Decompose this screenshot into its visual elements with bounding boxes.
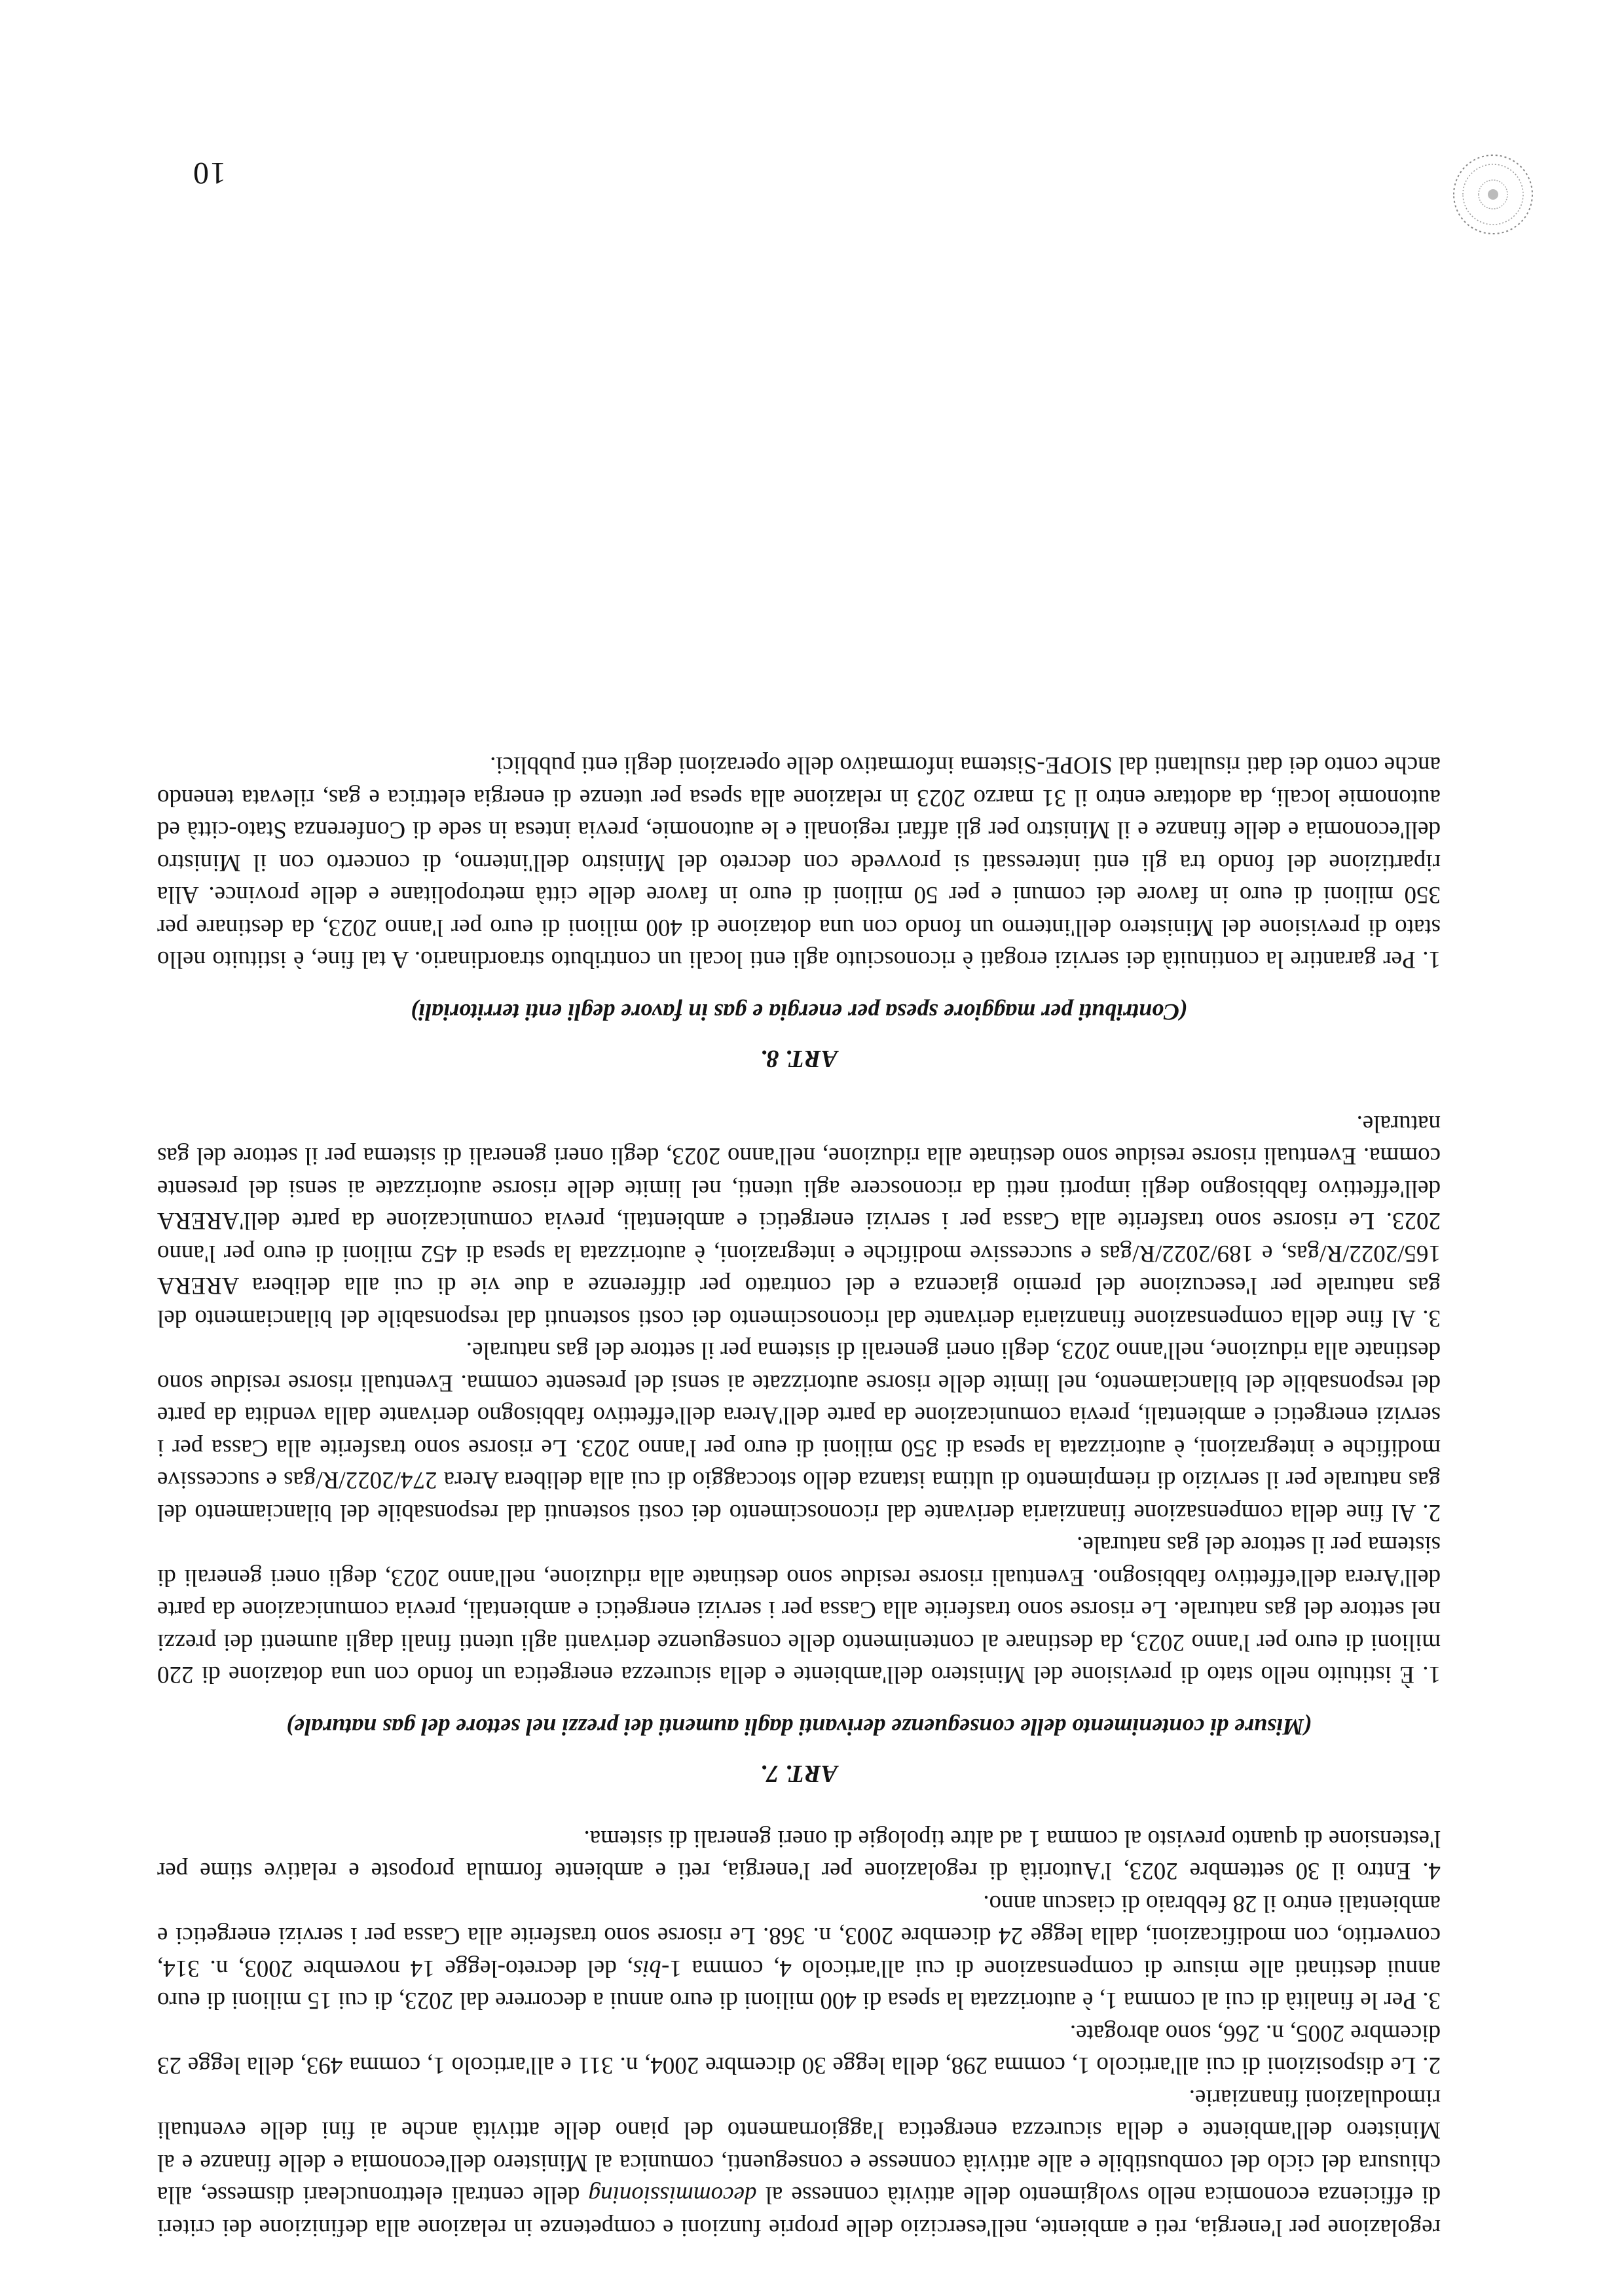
- paragraph: 3. Al fine della compensazione finanziaria derivante dal riconoscimento dei costi sostenuti dal responsabile del bilanciamento del gas naturale per l'esecuzione del premio giacenza e del contratto per differenze a due vie di cui alla delibera ARERA 165/2022/R/gas, e 189/2022/R/gas e successive modifiche e integrazioni, è autorizzata la spesa di 452 milioni di euro per l'anno 2023. Le risorse sono trasferite alla Cassa per i servizi energetici e ambientali, previa comunicazione da parte dell'ARERA dell'effettivo fabbisogno degli importi netti da riconoscere agli utenti, nel limite delle risorse autorizzate ai sensi del presente comma. Eventuali risorse residue sono destinate alla riduzione, nell'anno 2023, degli oneri generali di sistema per il settore del gas naturale.: [157, 1110, 1441, 1332]
- paragraph: 1. È istituito nello stato di previsione del Ministero dell'ambiente e della sicurezza energetica un fondo con una dotazione di 220 milioni di euro per l'anno 2023, da destinare al contenimento delle conseguenze derivanti agli utenti finali dagli aumenti dei prezzi nel settore del gas naturale. Le risorse sono trasferite alla Cassa per i servizi energetici e ambientali, previa comunicazione da parte dell'Arera dell'effettivo fabbisogno. Eventuali risorse residue sono destinate alla riduzione, nell'anno 2023, degli oneri generali di sistema per il settore del gas naturale.: [157, 1531, 1441, 1688]
- paragraph: 2. Al fine della compensazione finanziaria derivante dal riconoscimento dei costi sostenuti dal responsabile del bilanciamento del gas naturale per il servizio di riempimento di ultima istanza dello stoccaggio di cui alla delibera Arera 274/2022/R/gas e successive modifiche e integrazioni, è autorizzata la spesa di 350 milioni di euro per l'anno 2023. Le risorse sono trasferite alla Cassa per i servizi energetici e ambientali, previa comunicazione da parte dell'Arera dell'effettivo fabbisogno derivante dalla vendita da parte del responsabile del bilanciamento, nel limite delle risorse autorizzate ai sensi del presente comma. Eventuali risorse residue sono destinate alla riduzione, nell'anno 2023, degli oneri generali di sistema per il settore del gas naturale.: [157, 1337, 1441, 1526]
- italic-term: bis: [633, 1955, 661, 1982]
- paragraph: 1. Per garantire la continuità dei servizi erogati è riconosciuto agli enti locali un contributo straordinario. A tal fine, è istituito nello stato di previsione del Ministero dell'interno un fondo con una dotazione di 400 milioni di euro per l'anno 2023, da destinare per 350 milioni di euro in favore dei comuni e per 50 milioni di euro in favore delle città metropolitane e delle province. Alla ripartizione del fondo tra gli enti interessati si provvede con decreto del Ministro dell'interno, di concerto con il Ministro dell'economia e delle finanze e il Ministro per gli affari regionali e le autonomie, previa intesa in sede di Conferenza Stato-città ed autonomie locali, da adottare entro il 31 marzo 2023 in relazione alla spesa per utenze di energia elettrica e gas, rilevata tenendo anche conto dei dati risultanti dal SIOPE-Sistema informativo delle operazioni degli enti pubblici.: [157, 752, 1441, 974]
- article-7-title: ART. 7.: [760, 1760, 838, 1788]
- paragraph: 3. Per le finalità di cui al comma 1, è autorizzata la spesa di 400 milioni di euro annui a decorrere dal 2023, di cui 15 milioni di euro annui destinati alle misure di compensazione di cui all'articolo 4, comma 1-bis, del decreto-legge 14 novembre 2003, n. 314, convertito, con modificazioni, dalla legge 24 dicembre 2003, n. 368. Le risorse sono trasferite alla Cassa per i servizi energetici e ambientali entro il 28 febbraio di ciascun anno.: [157, 1890, 1441, 2014]
- article-8-subtitle: (Contributi per maggiore spesa per energia e gas in favore degli enti territoriali): [411, 999, 1187, 1025]
- paragraph: regolazione per l'energia, reti e ambiente, nell'esercizio delle proprie funzioni e competenze in relazione alla definizione dei criteri di efficienza economica nello svolgimento delle attività connesse al decommissioning delle centrali elettronucleari dismesse, alla chiusura del ciclo del combustibile e alle attività connesse e conseguenti, comunica al Ministero dell'economia e delle finanze e al Ministero dell'ambiente e della sicurezza energetica l'aggiornamento del piano delle attività anche ai fini delle eventuali rimodulazioni finanziarie.: [157, 2085, 1441, 2241]
- paragraph: 2. Le disposizioni di cui all'articolo 1, comma 298, della legge 30 dicembre 2004, n. 311 e all'articolo 1, comma 493, della legge 23 dicembre 2005, n. 266, sono abrogate.: [157, 2020, 1441, 2079]
- article-7-subtitle: (Misure di contenimento delle conseguenze derivanti dagli aumenti dei prezzi nel settore del gas naturale): [286, 1714, 1312, 1740]
- official-stamp-seal-icon: [1447, 149, 1539, 240]
- document-body: [157, 749, 1441, 2244]
- paragraph: 4. Entro il 30 settembre 2023, l'Autorità di regolazione per l'energia, reti e ambiente formula proposte e relative stime per l'estensione di quanto previsto al comma 1 ad altre tipologie di oneri generali di sistema.: [157, 1825, 1441, 1885]
- article-8-title: ART. 8.: [760, 1045, 838, 1073]
- italic-term: decommissioning: [588, 2181, 757, 2209]
- page-number: 10: [192, 156, 226, 191]
